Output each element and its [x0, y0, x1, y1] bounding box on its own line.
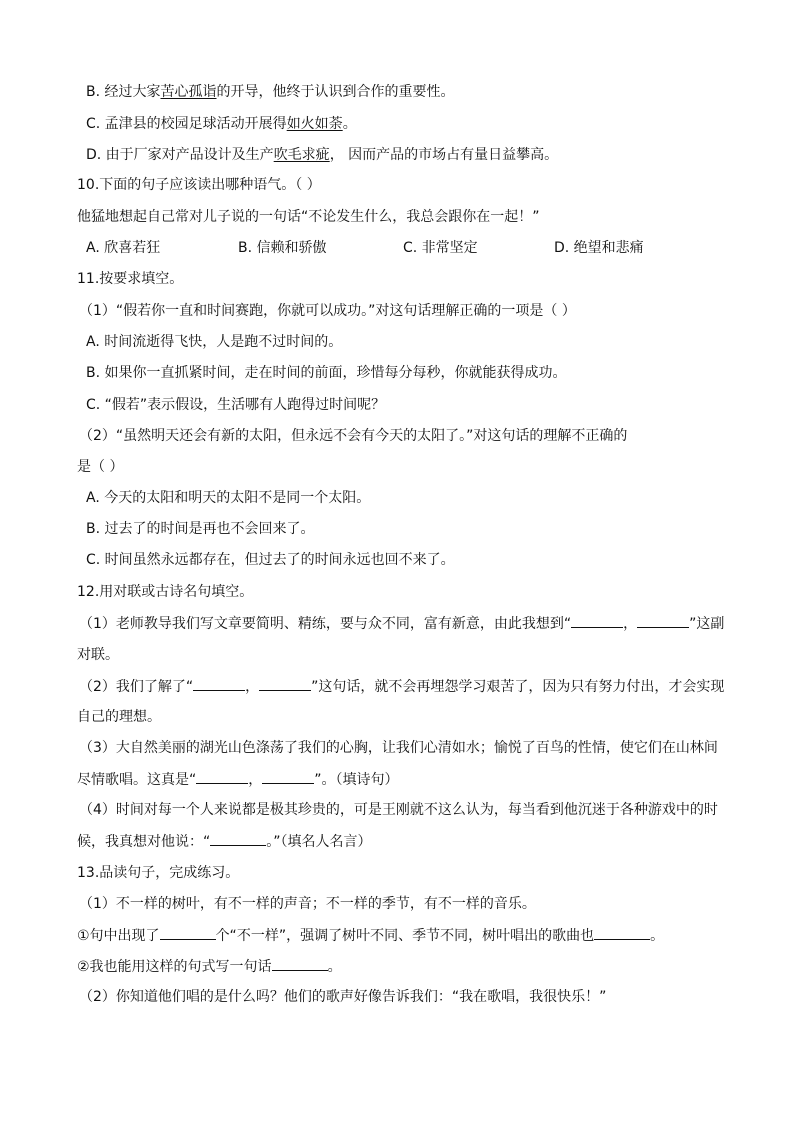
- q11-p2-stem-line1: （2）“虽然明天还会有新的太阳，但永远不会有今天的太阳了。”对这句话的理解不正确的: [79, 428, 628, 444]
- q9-d-pre: D. 由于厂家对产品设计及生产: [86, 147, 274, 163]
- q11-p1-stem: （1）“假若你一直和时间赛跑，你就可以成功。”对这句话理解正确的一项是（ ）: [79, 303, 576, 319]
- q10-option-b[interactable]: B. 信赖和骄傲: [238, 240, 327, 256]
- q12-p2-text-a: （2）我们了解了“: [79, 679, 194, 695]
- q13-s2-text-b: 。: [327, 959, 342, 975]
- q11-p2-stem-line2: 是（ ）: [77, 459, 124, 475]
- q12-p2-text-b: ”这句话，就不会再埋怨学习艰苦了，因为只有努力付出，才会实现: [311, 679, 725, 695]
- q12-p1-line2: 对联。: [77, 647, 119, 663]
- q12-p1-text-b: ”这副: [689, 616, 725, 632]
- q11-p1-option-b[interactable]: B. 如果你一直抓紧时间，走在时间的前面，珍惜每分每秒，你就能获得成功。: [86, 365, 567, 381]
- q12-p3-line1: （3）大自然美丽的湖光山色涤荡了我们的心胸，让我们心清如水；愉悦了百鸟的性情，使它们在山林间: [79, 740, 718, 756]
- q12-p4-line1: （4）时间对每一个人来说都是极其珍贵的，可是王刚就不这么认为，每当看到他沉迷于各种游戏中的时: [79, 802, 718, 818]
- q12-p3-comma: ，: [248, 772, 263, 788]
- q12-p2-blank-1[interactable]: [193, 677, 245, 691]
- q9-b-pre: B. 经过大家: [86, 84, 161, 100]
- q9-d-post: ， 因而产品的市场占有量日益攀高。: [329, 147, 559, 163]
- q9-d-idiom: 吹毛求疵: [273, 147, 330, 163]
- q13-p2-sentence: （2）你知道他们唱的是什么吗？他们的歌声好像告诉我们：“我在歌唱，我很快乐！”: [79, 989, 607, 1005]
- q12-p1-blank-1[interactable]: [571, 614, 623, 628]
- q13-s1-text-b: 个“不一样”，强调了树叶不同、季节不同，树叶唱出的歌曲也: [215, 928, 595, 944]
- q10-title: 10.下面的句子应该读出哪种语气。（ ）: [77, 177, 321, 193]
- q12-p1-line1: [79, 614, 724, 633]
- q11-p1-option-c[interactable]: C. “假若”表示假设，生活哪有人跑得过时间呢？: [86, 397, 386, 413]
- q13-s1: [77, 926, 664, 945]
- q12-p4-line2: [77, 832, 372, 851]
- q12-p2-comma: ，: [245, 679, 260, 695]
- q11-p1-option-a[interactable]: A. 时间流逝得飞快，人是跑不过时间的。: [86, 334, 343, 350]
- q12-p4-text-b: 候，我真想对他说：“: [77, 834, 211, 850]
- q9-option-c: [86, 115, 357, 133]
- q9-b-idiom: 苦心孤诣: [160, 84, 217, 100]
- q12-p2-line1: [79, 677, 724, 696]
- q12-p3-blank-2[interactable]: [262, 770, 314, 784]
- q10-option-a[interactable]: A. 欣喜若狂: [86, 240, 161, 256]
- q13-p1-sentence: （1）不一样的树叶，有不一样的声音；不一样的季节，有不一样的音乐。: [79, 896, 536, 912]
- q12-p3-blank-1[interactable]: [196, 770, 248, 784]
- q12-p4-text-c: 。”（填名人名言）: [266, 834, 372, 850]
- q13-s1-blank-1[interactable]: [160, 926, 216, 940]
- q13-title: 13.品读句子，完成练习。: [77, 865, 240, 881]
- q11-p2-option-a[interactable]: A. 今天的太阳和明天的太阳不是同一个太阳。: [86, 490, 371, 506]
- q11-p2-option-c[interactable]: C. 时间虽然永远都存在，但过去了的时间永远也回不来了。: [86, 552, 455, 568]
- q9-c-idiom: 如火如荼: [286, 116, 343, 132]
- q12-p1-comma: ，: [623, 616, 638, 632]
- q10-option-d[interactable]: D. 绝望和悲痛: [554, 240, 644, 256]
- q12-title: 12.用对联或古诗名句填空。: [77, 584, 254, 600]
- q9-c-post: 。: [342, 116, 357, 132]
- q13-s1-text-a: ①句中出现了: [77, 928, 160, 944]
- q9-b-post: 的开导，他终于认识到合作的重要性。: [216, 84, 455, 100]
- q9-c-pre: C. 孟津县的校园足球活动开展得: [86, 116, 287, 132]
- q12-p3-line2: [77, 770, 399, 789]
- q13-s2-text-a: ②我也能用这样的句式写一句话: [77, 959, 272, 975]
- q12-p2-line2: 自己的理想。: [77, 709, 161, 725]
- q10-options: [0, 239, 794, 257]
- q13-s1-blank-2[interactable]: [594, 926, 650, 940]
- q12-p3-text-b: 尽情歌唱。这真是“: [77, 772, 197, 788]
- q12-p1-text-a: （1）老师教导我们写文章要简明、精练，要与众不同，富有新意，由此我想到“: [79, 616, 572, 632]
- q13-s2-blank[interactable]: [272, 957, 328, 971]
- q9-option-d: [86, 146, 558, 164]
- q12-p3-text-c: ”。（填诗句）: [314, 772, 399, 788]
- q11-title: 11.按要求填空。: [77, 271, 184, 287]
- q10-sentence: 他猛地想起自己常对儿子说的一句话“不论发生什么，我总会跟你在一起！”: [77, 209, 540, 225]
- q13-s1-text-c: 。: [650, 928, 665, 944]
- q11-p2-option-b[interactable]: B. 过去了的时间是再也不会回来了。: [86, 521, 315, 537]
- q10-option-c[interactable]: C. 非常坚定: [403, 240, 478, 256]
- q9-option-b: [86, 83, 455, 101]
- q12-p1-blank-2[interactable]: [637, 614, 689, 628]
- q12-p4-blank[interactable]: [210, 832, 266, 846]
- q13-s2: [77, 957, 342, 976]
- q12-p2-blank-2[interactable]: [259, 677, 311, 691]
